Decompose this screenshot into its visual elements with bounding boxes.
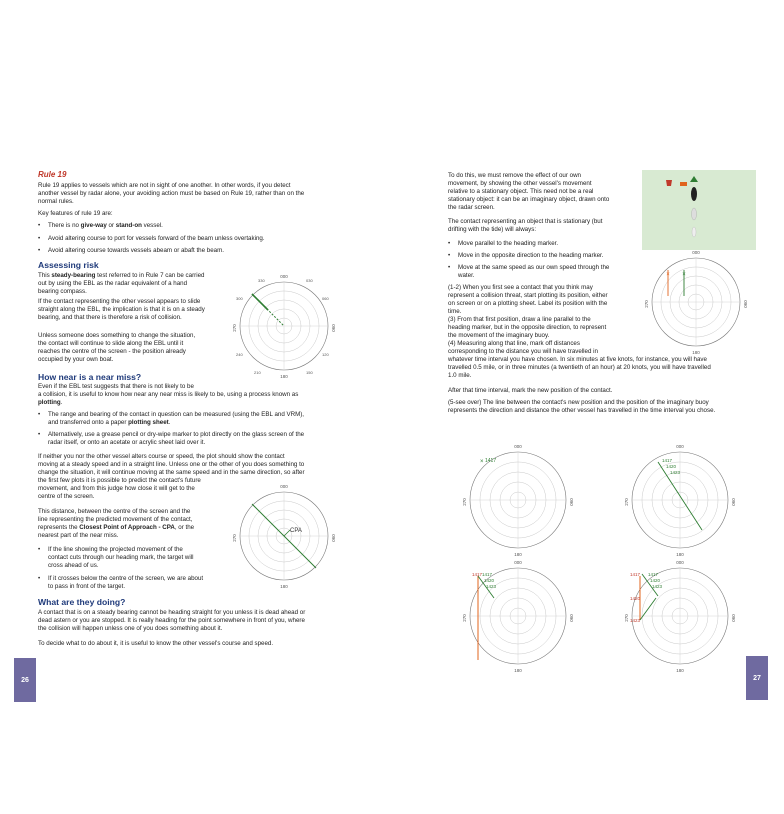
bearing-270: 270 — [232, 534, 237, 542]
key-feature-item — [38, 222, 163, 230]
time-label: 1417 — [630, 572, 641, 577]
assessing-p2-line: straight along the EBL, the implication is that it is on a steady — [38, 306, 205, 313]
near-miss-bullet-line: • If the line showing the projected movement of the — [48, 546, 183, 553]
what-doing-p1-line: dead astern or you are stopped. It is really heading for the point somewhere in front of you, where — [38, 617, 305, 624]
assessing-p1-text: test referred to in Rule 7 can be carried — [95, 272, 205, 279]
bearing-180: 180 — [280, 374, 288, 379]
bearing-060: 060 — [322, 296, 329, 301]
right-bullet: • Move parallel to the heading marker. — [448, 240, 558, 248]
assessing-p3-line: Unless someone does something to change the situation, — [38, 332, 196, 339]
plot-mark: × — [682, 272, 686, 278]
radar-plot-4 — [620, 556, 740, 676]
what-doing-p1-line: the collision will happen unless one of you does something about it. — [38, 625, 223, 632]
what-doing-p2: To decide what to do about it, it is useful to know the other vessel's course and speed. — [38, 640, 274, 647]
bearing-090: 090 — [731, 498, 736, 506]
assessing-p2 — [38, 298, 238, 322]
bearing-090: 090 — [331, 324, 336, 332]
near-miss-p2-line: If neither you nor the other vessel alters course or speed, the plot should show the contact — [38, 453, 285, 460]
right-p1-line: To do this, we must remove the effect of our own — [448, 172, 581, 179]
plotting-sheet-term: plotting sheet — [128, 419, 169, 426]
right-p2 — [448, 218, 638, 234]
assessing-p1-line: out by using the EBL as the radar equivalent of a hand — [38, 280, 188, 287]
right-step-line: corresponding to the distance you will have travelled in — [448, 348, 598, 355]
bearing-180: 180 — [514, 668, 522, 673]
bearing-090: 090 — [569, 498, 574, 506]
bearing-180: 180 — [280, 584, 288, 589]
bearing-240: 240 — [236, 352, 243, 357]
time-label: 1423 — [652, 584, 663, 589]
time-label: 1417 — [472, 572, 483, 577]
green-panel — [642, 170, 756, 250]
rule-intro-line: normal rules. — [38, 198, 74, 205]
assessing-p3-line: occupied by your own boat. — [38, 356, 114, 363]
assessing-p1-line — [38, 272, 228, 280]
own-boat-icon — [691, 187, 697, 201]
right-step-line: (3) From that first position, draw a line parallel to the — [448, 316, 591, 323]
near-miss-bullet-line: and transferred onto a paper plotting sheet. — [48, 419, 171, 426]
near-miss-heading: How near is a near miss? — [38, 372, 142, 382]
what-doing-p1-line: A contact that is on a steady bearing cannot be heading straight for you unless it is dead ahead or — [38, 609, 306, 616]
radar-plot-3 — [458, 556, 578, 676]
time-label: 1423 — [670, 470, 681, 475]
near-miss-p3-text: represents the — [38, 524, 80, 531]
near-miss-p2-line: the first few plots it is possible to predict the contact's future — [38, 477, 201, 484]
bearing-330: 330 — [258, 278, 265, 283]
near-miss-p3-line: nearest part of the near miss. — [38, 532, 119, 539]
bearing-090: 090 — [731, 614, 736, 622]
bearing-000: 000 — [514, 560, 522, 565]
near-miss-p2-line: movement, and from this judge how close it will get to the — [38, 485, 195, 492]
near-miss-bullet-line: to pass in front of the target. — [48, 583, 126, 590]
near-miss-bullet — [38, 411, 368, 427]
right-bullet-line: water. — [458, 272, 475, 279]
bearing-270: 270 — [462, 614, 467, 622]
buoy-illustration — [642, 170, 756, 250]
radar-plot-1 — [458, 440, 578, 560]
time-label: 1417 — [662, 458, 673, 463]
time-label: 1417 — [482, 572, 493, 577]
assessing-p3-line: the contact will continue to slide along the EBL until it — [38, 340, 184, 347]
right-step-line: the movement of the imaginary buoy. — [448, 332, 550, 339]
right-step-line: represent a collision threat, start plotting its position, either — [448, 292, 608, 299]
near-miss-bullet — [38, 575, 238, 591]
right-step-line: (1-2) When you first see a contact that you think may — [448, 284, 593, 291]
near-miss-bullet-text: and transferred onto a paper — [48, 419, 129, 426]
time-label: 1417 — [485, 458, 497, 464]
near-miss-bullet-line: contact cuts through our heading mark, the target will — [48, 554, 194, 561]
near-miss-bullet-line: • The range and bearing of the contact in question can be measured (using the EBL and VRM), — [48, 411, 305, 418]
bearing-090: 090 — [331, 534, 336, 542]
time-label: 1420 — [630, 596, 641, 601]
plotting-term: plotting — [38, 399, 61, 406]
rule-19-heading: Rule 19 — [38, 170, 67, 179]
right-p1-line: the radar screen. — [448, 204, 495, 211]
near-miss-bullet-line: radar itself, or onto an acetate or acrylic sheet laid over it. — [48, 439, 206, 446]
bearing-180: 180 — [692, 350, 700, 355]
assessing-p3 — [38, 332, 238, 364]
plot-mark: × — [666, 272, 670, 278]
time-label: 1420 — [484, 578, 495, 583]
right-step-line: 1.0 mile. — [448, 372, 472, 379]
bearing-090: 090 — [569, 614, 574, 622]
near-miss-p1-line: Even if the EBL test suggests that there is not likely to be — [38, 383, 194, 390]
radar-cpa — [228, 480, 340, 592]
bearing-180: 180 — [514, 552, 522, 557]
bearing-000: 000 — [280, 484, 288, 489]
assessing-p2-line: If the contact representing the other vessel appears to slide — [38, 298, 201, 305]
relative-motion-line — [640, 598, 656, 620]
assessing-p2-line: bearing, and that there is therefore a risk of collision. — [38, 314, 182, 321]
key-feature-item: • Avoid altering course to port for vessels forward of the beam unless overtaking. — [38, 235, 265, 243]
time-label: 1423 — [630, 618, 641, 623]
near-miss-p3-text: , or the — [174, 524, 195, 531]
cpa-label: CPA — [290, 528, 302, 534]
rule-intro-line: Rule 19 applies to vessels which are not in sight of one another. In other words, if you detect — [38, 182, 291, 189]
what-doing-heading: What are they doing? — [38, 597, 126, 607]
time-label: 1420 — [650, 578, 661, 583]
bearing-270: 270 — [232, 324, 237, 332]
near-miss-bullet — [38, 546, 238, 570]
bearing-270: 270 — [644, 300, 649, 308]
right-bullet — [448, 264, 638, 280]
radar-steady-bearing — [228, 270, 340, 382]
near-miss-p1-text: a collision, it is useful to know how near any near miss is likely to be, using a process known as — [38, 391, 299, 398]
near-miss-bullet-line: • Alternatively, use a grease pencil or dry-wipe marker to plot directly on the glass screen of the — [48, 431, 305, 438]
tree-icon — [690, 176, 698, 182]
right-p2-line: drifting with the tide) will always: — [448, 226, 537, 233]
bearing-000: 000 — [692, 250, 700, 255]
time-label: 1423 — [486, 584, 497, 589]
bearing-210: 210 — [254, 370, 261, 375]
rule-intro — [38, 182, 358, 206]
give-way-term: give-way — [80, 222, 107, 229]
buoy-icon — [666, 180, 672, 186]
near-miss-p2-line: moving at a steady speed and in a straight line. Unless one or the other of you does something to — [38, 461, 305, 468]
right-see-over — [448, 399, 784, 415]
right-see-line: represents the direction and distance the other vessel has travelled in the time interval you chose. — [448, 407, 716, 414]
assessing-p1 — [38, 272, 228, 296]
right-step-line: on screen or on a plotting sheet. Label its position with the — [448, 300, 608, 307]
near-miss-p1-line: plotting. — [38, 399, 63, 406]
near-miss-p3 — [38, 508, 238, 540]
bearing-000: 000 — [280, 274, 288, 279]
wake-icon — [692, 227, 696, 237]
right-bullet: • Move in the opposite direction to the heading marker. — [448, 252, 604, 260]
assessing-risk-heading: Assessing risk — [38, 260, 99, 270]
right-step-line: whatever time interval you have chosen. In six minutes at five knots, for instance, you will have — [448, 356, 707, 363]
right-step-line: time. — [448, 308, 462, 315]
stand-on-term: stand-on — [115, 222, 142, 229]
radar-plot-2 — [620, 440, 740, 560]
right-p1-line: movement, by showing the other vessel's movement — [448, 180, 592, 187]
near-miss-bullet-line: • If it crosses below the centre of the screen, we are about — [48, 575, 204, 582]
page-number-tab: 26 — [14, 658, 36, 702]
key-feature-text: vessel. — [141, 222, 163, 229]
near-miss-p1 — [38, 383, 368, 407]
bearing-180: 180 — [676, 668, 684, 673]
plot-mark: × — [480, 459, 484, 465]
right-p1 — [448, 172, 638, 212]
bearing-090: 090 — [743, 300, 748, 308]
right-p2-line: The contact representing an object that is stationary (but — [448, 218, 603, 225]
key-features-label: Key features of rule 19 are: — [38, 210, 113, 217]
bearing-030: 030 — [306, 278, 313, 283]
what-doing-p1 — [38, 609, 368, 633]
time-label: 1417 — [648, 572, 659, 577]
right-see-line: (5-see over) The line between the contact's new position and the position of the imaginary buoy — [448, 399, 709, 406]
near-miss-p3-line — [38, 524, 238, 532]
bearing-000: 000 — [514, 444, 522, 449]
time-label: 1420 — [666, 464, 677, 469]
page-number-tab: 27 — [746, 656, 768, 700]
near-miss-bullet-line: cross ahead of us. — [48, 562, 99, 569]
right-step-line: heading marker, but in the opposite direction, to represent — [448, 324, 607, 331]
right-p1-line: relative to a stationary object. This need not be a real — [448, 188, 594, 195]
near-miss-p2-line: change the situation, it will continue moving at the same speed and in the same direction, so after — [38, 469, 305, 476]
assessing-p3-line: reaches the centre of the screen - the position already — [38, 348, 186, 355]
assessing-p1-line: bearing compass. — [38, 288, 87, 295]
bearing-000: 000 — [676, 560, 684, 565]
bearing-270: 270 — [462, 498, 467, 506]
right-after: After that time interval, mark the new position of the contact. — [448, 387, 613, 394]
bearing-270: 270 — [624, 614, 629, 622]
key-feature-text: There is no — [48, 222, 81, 229]
boat-icon — [680, 182, 687, 186]
bearing-300: 300 — [236, 296, 243, 301]
near-miss-bullet — [38, 431, 368, 447]
wake-icon — [692, 208, 697, 220]
assessing-p1-text: This — [38, 272, 52, 279]
radar-imaginary-buoy — [640, 246, 752, 358]
bearing-180: 180 — [676, 552, 684, 557]
near-miss-p2-line: centre of the screen. — [38, 493, 95, 500]
bearing-150: 150 — [306, 370, 313, 375]
right-page — [392, 0, 784, 814]
bearing-120: 120 — [322, 352, 329, 357]
bearing-270: 270 — [624, 498, 629, 506]
cpa-term: Closest Point of Approach - CPA — [79, 524, 175, 531]
right-step-line: (4) Measuring along that line, mark off distances — [448, 340, 580, 347]
key-feature-text: or — [106, 222, 116, 229]
rule-intro-line: another vessel by radar alone, your avoiding action must be based on Rule 19, rather than on the — [38, 190, 305, 197]
right-p1-line: stationary object: it can be an imaginary object, drawn onto — [448, 196, 610, 203]
bearing-000: 000 — [676, 444, 684, 449]
near-miss-p3-line: line representing the predicted movement of the contact, — [38, 516, 193, 523]
right-step-line: travelled 0.5 mile, or in three minutes (a twentieth of an hour) at 20 knots, you will have travelled — [448, 364, 711, 371]
near-miss-p3-line: This distance, between the centre of the screen and the — [38, 508, 191, 515]
key-feature-item: • Avoid altering course towards vessels abeam or abaft the beam. — [38, 247, 224, 255]
near-miss-p1-line — [38, 391, 368, 399]
steady-bearing-term: steady-bearing — [51, 272, 96, 279]
right-bullet-line: • Move at the same speed as our own speed through the — [458, 264, 610, 271]
